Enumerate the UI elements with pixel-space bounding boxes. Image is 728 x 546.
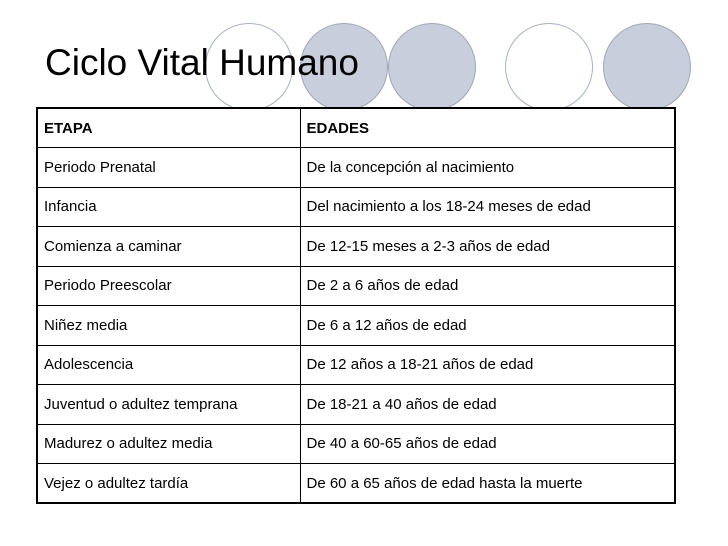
age-cell: Del nacimiento a los 18-24 meses de edad bbox=[300, 187, 675, 227]
decorative-circle-4 bbox=[505, 23, 593, 111]
stage-cell: Comienza a caminar bbox=[37, 227, 300, 267]
slide-title: Ciclo Vital Humano bbox=[45, 42, 359, 83]
age-cell: De la concepción al nacimiento bbox=[300, 148, 675, 188]
stage-cell: Periodo Preescolar bbox=[37, 266, 300, 306]
header-etapa: ETAPA bbox=[37, 108, 300, 148]
table-row bbox=[37, 148, 675, 188]
table-row bbox=[37, 266, 675, 306]
table-row bbox=[37, 227, 675, 267]
header-edades: EDADES bbox=[300, 108, 675, 148]
decorative-circle-5 bbox=[603, 23, 691, 111]
table-row bbox=[37, 345, 675, 385]
table-row bbox=[37, 306, 675, 346]
stage-cell: Adolescencia bbox=[37, 345, 300, 385]
age-cell: De 12 años a 18-21 años de edad bbox=[300, 345, 675, 385]
stage-cell: Vejez o adultez tardía bbox=[37, 464, 300, 504]
age-cell: De 40 a 60-65 años de edad bbox=[300, 424, 675, 464]
age-cell: De 2 a 6 años de edad bbox=[300, 266, 675, 306]
table-header-row bbox=[37, 108, 675, 148]
stage-cell: Infancia bbox=[37, 187, 300, 227]
age-cell: De 6 a 12 años de edad bbox=[300, 306, 675, 346]
age-cell: De 18-21 a 40 años de edad bbox=[300, 385, 675, 425]
age-cell: De 60 a 65 años de edad hasta la muerte bbox=[300, 464, 675, 504]
life-stages-table bbox=[36, 107, 676, 504]
age-cell: De 12-15 meses a 2-3 años de edad bbox=[300, 227, 675, 267]
table-row bbox=[37, 464, 675, 504]
table-row bbox=[37, 424, 675, 464]
decorative-circle-3 bbox=[388, 23, 476, 111]
stage-cell: Juventud o adultez temprana bbox=[37, 385, 300, 425]
stage-cell: Periodo Prenatal bbox=[37, 148, 300, 188]
stage-cell: Niñez media bbox=[37, 306, 300, 346]
stage-cell: Madurez o adultez media bbox=[37, 424, 300, 464]
table-row bbox=[37, 187, 675, 227]
table-row bbox=[37, 385, 675, 425]
